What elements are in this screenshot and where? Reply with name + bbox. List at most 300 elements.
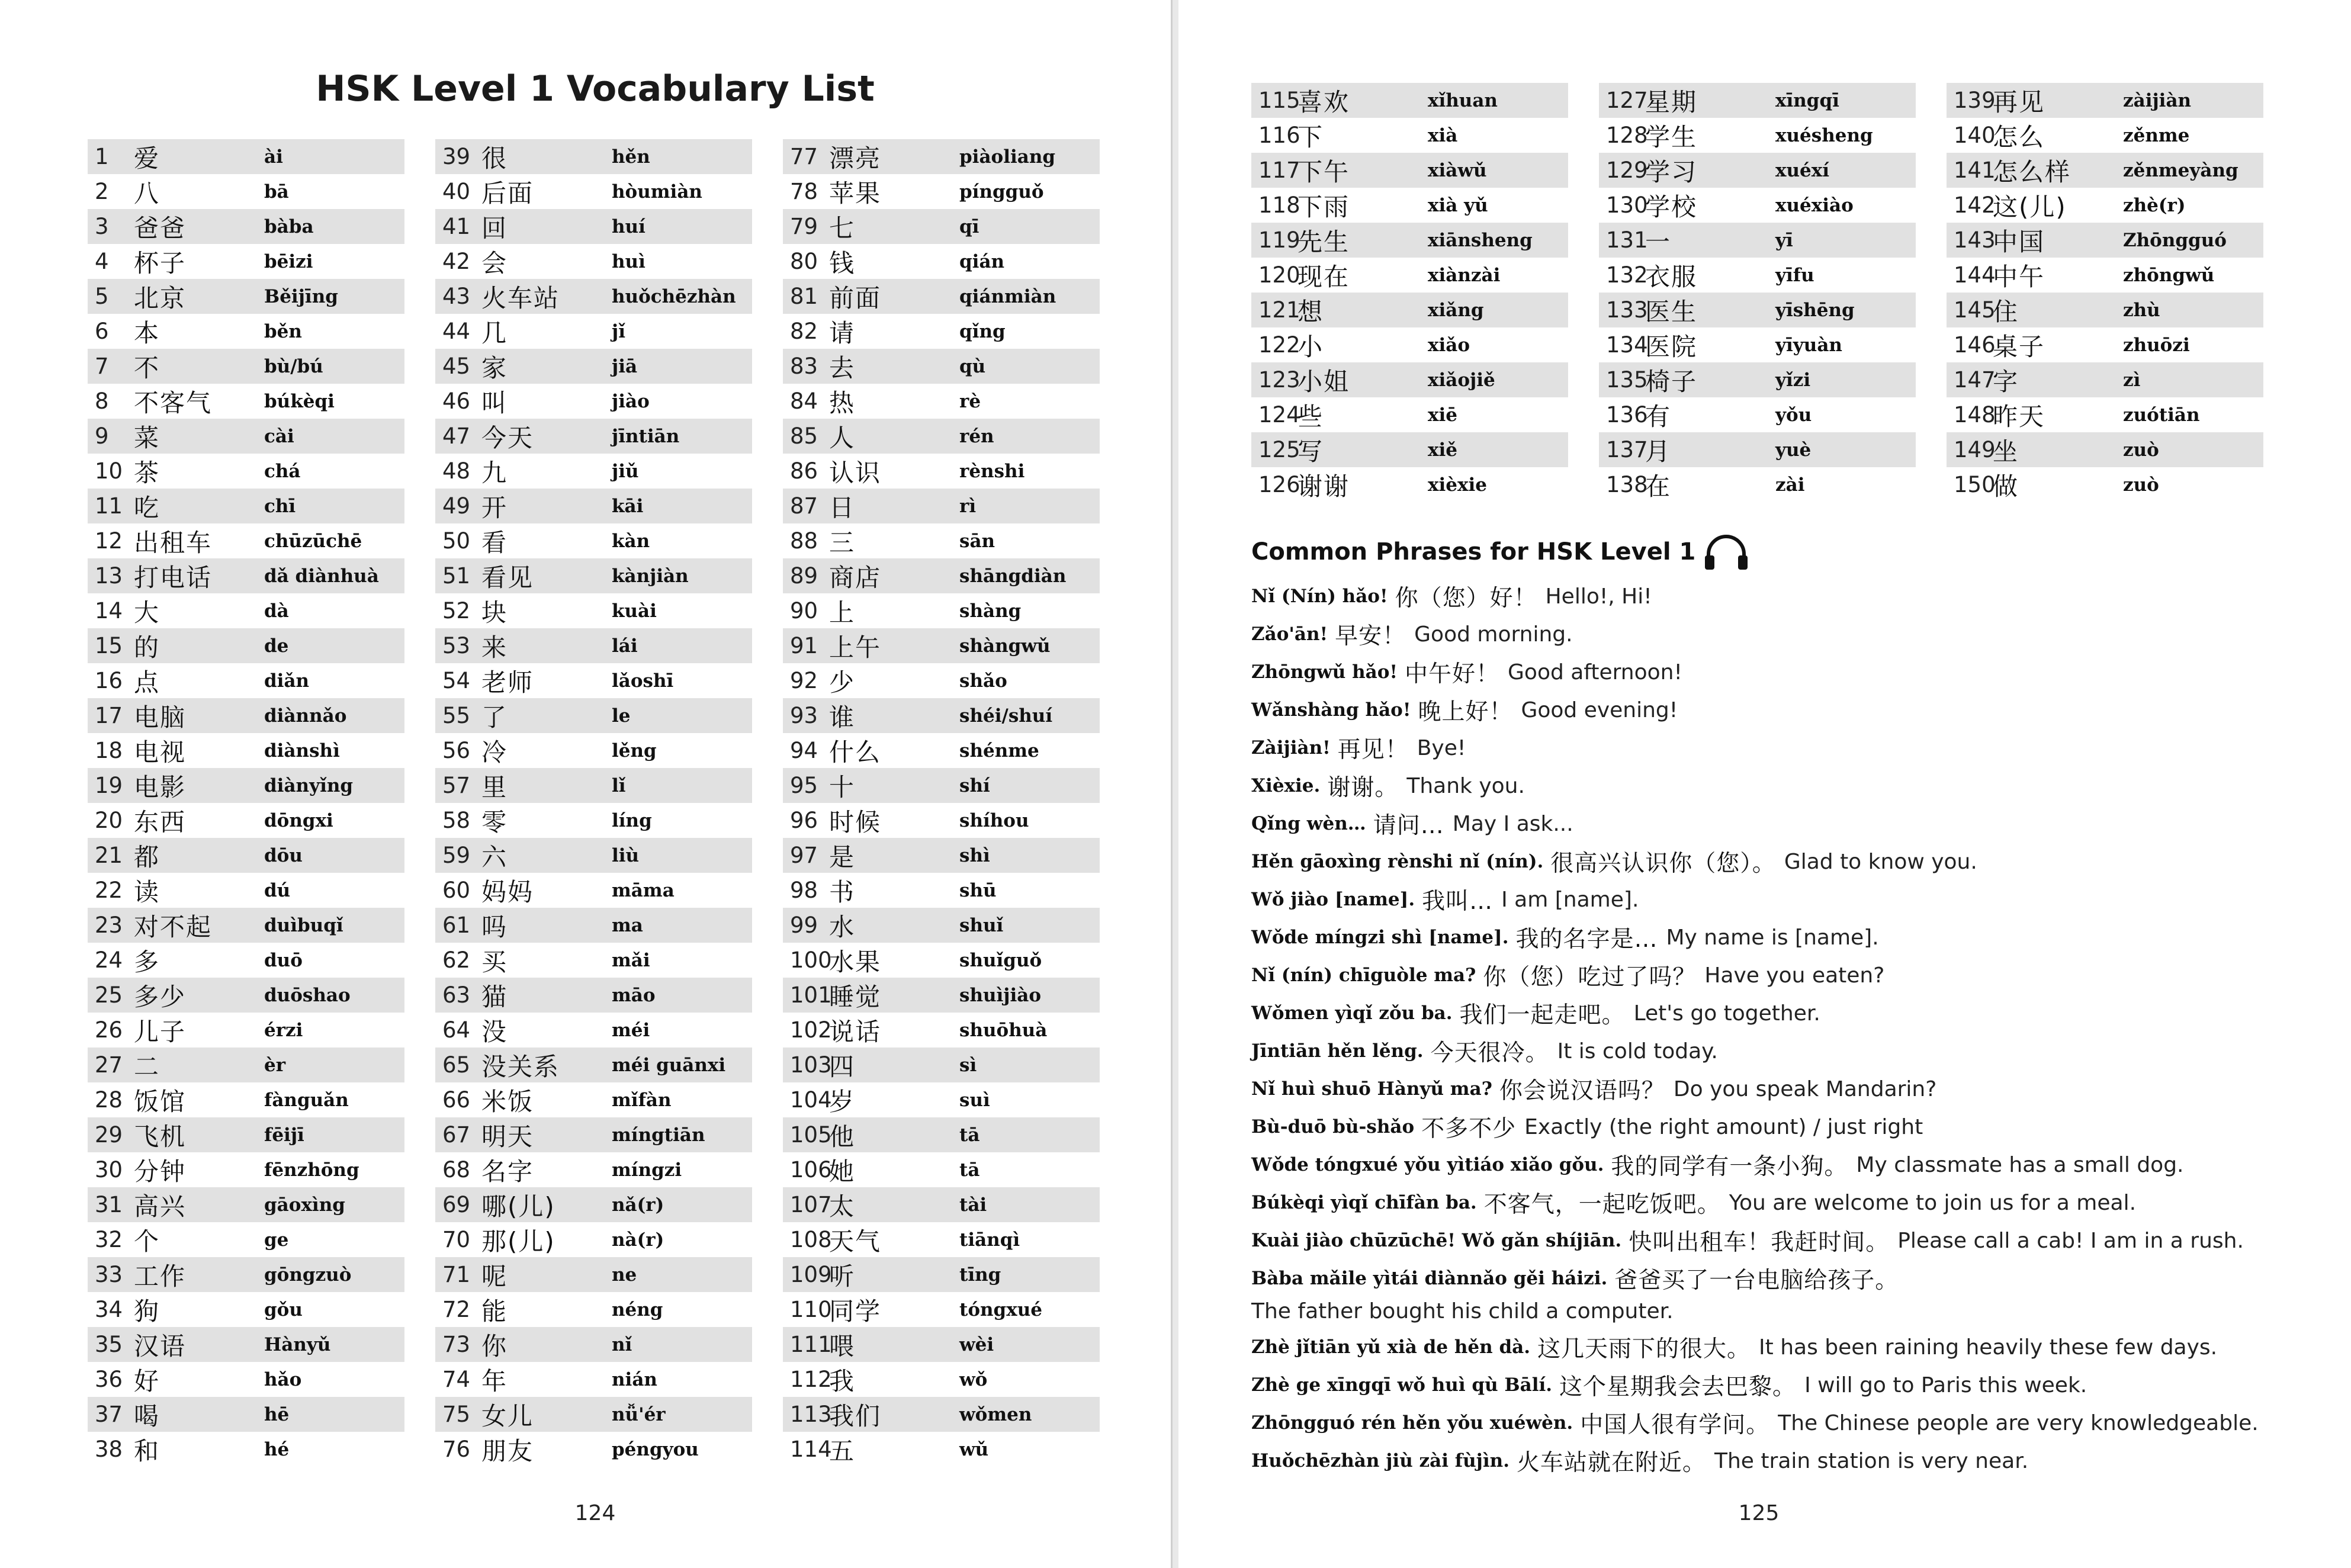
vocab-number: 81 xyxy=(790,284,818,309)
phrase-english: Have you eaten? xyxy=(1704,963,1885,988)
vocab-row xyxy=(88,733,404,768)
vocab-pinyin: tài xyxy=(959,1194,987,1216)
vocab-hanzi: 多 xyxy=(134,947,160,976)
vocab-number: 17 xyxy=(95,703,123,728)
vocab-hanzi: 看见 xyxy=(481,563,534,592)
vocab-number: 6 xyxy=(95,319,109,344)
vocab-row xyxy=(1599,118,1916,153)
vocab-number: 128 xyxy=(1606,123,1648,148)
vocab-hanzi: 睡觉 xyxy=(829,982,882,1011)
vocab-hanzi: 老师 xyxy=(481,667,534,697)
vocab-number: 80 xyxy=(790,249,818,274)
vocab-row xyxy=(1599,362,1916,397)
vocab-hanzi: 下雨 xyxy=(1297,192,1350,221)
vocab-hanzi: 五 xyxy=(829,1436,856,1466)
vocab-pinyin: zuò xyxy=(2123,474,2159,496)
vocab-row xyxy=(88,838,404,873)
phrase-english: My name is [name]. xyxy=(1666,925,1879,950)
vocab-hanzi: 今天 xyxy=(481,423,534,452)
vocab-number: 87 xyxy=(790,493,818,519)
vocab-pinyin: māo xyxy=(612,984,656,1006)
vocab-number: 131 xyxy=(1606,227,1648,253)
vocab-pinyin: jīntiān xyxy=(612,425,680,447)
vocab-number: 95 xyxy=(790,773,818,798)
vocab-row xyxy=(88,943,404,978)
vocab-number: 67 xyxy=(442,1122,471,1148)
vocab-row xyxy=(435,593,752,628)
vocab-number: 61 xyxy=(442,912,471,938)
vocab-hanzi: 学习 xyxy=(1645,157,1698,187)
vocab-row xyxy=(783,978,1100,1013)
vocab-pinyin: yī xyxy=(1775,229,1793,251)
vocab-pinyin: rén xyxy=(959,425,994,447)
vocab-column-5 xyxy=(1599,83,1916,502)
vocab-number: 129 xyxy=(1606,158,1648,183)
vocab-pinyin: jiā xyxy=(612,355,638,377)
vocab-number: 138 xyxy=(1606,472,1648,497)
phrase-english: Please call a cab! I am in a rush. xyxy=(1897,1228,2244,1253)
vocab-pinyin: qiánmiàn xyxy=(959,285,1056,307)
vocab-number: 9 xyxy=(95,423,109,449)
vocab-hanzi: 和 xyxy=(134,1436,160,1466)
vocab-pinyin: rè xyxy=(959,390,981,412)
vocab-number: 18 xyxy=(95,738,123,763)
phrase-pinyin: Wǒmen yìqǐ zǒu ba. xyxy=(1251,1003,1453,1024)
vocab-row xyxy=(783,489,1100,523)
vocab-number: 130 xyxy=(1606,192,1648,218)
vocab-number: 72 xyxy=(442,1297,471,1322)
vocab-hanzi: 是 xyxy=(829,842,856,872)
headphones-icon xyxy=(1703,533,1750,571)
vocab-number: 147 xyxy=(1954,367,1996,393)
vocab-number: 107 xyxy=(790,1192,832,1217)
vocab-pinyin: hěn xyxy=(612,146,650,168)
vocab-number: 37 xyxy=(95,1402,123,1427)
vocab-pinyin: hǎo xyxy=(264,1368,302,1390)
vocab-pinyin: qī xyxy=(959,216,979,237)
vocab-row xyxy=(435,1327,752,1362)
vocab-number: 31 xyxy=(95,1192,123,1217)
vocab-number: 19 xyxy=(95,773,123,798)
vocab-pinyin: shuǐguǒ xyxy=(959,949,1042,971)
vocab-number: 146 xyxy=(1954,332,1996,358)
vocab-number: 21 xyxy=(95,843,123,868)
phrase-chinese: 很高兴认识你（您）。 xyxy=(1550,850,1776,877)
vocab-row xyxy=(1251,258,1568,293)
vocab-hanzi: 八 xyxy=(134,178,160,208)
vocab-hanzi: 谢谢 xyxy=(1297,471,1350,501)
vocab-pinyin: xiànzài xyxy=(1428,264,1501,286)
phrase-english: Good morning. xyxy=(1414,622,1573,647)
vocab-pinyin: xiàwǔ xyxy=(1428,159,1487,181)
vocab-row xyxy=(1251,223,1568,258)
vocab-hanzi: 下午 xyxy=(1297,157,1350,187)
vocab-pinyin: nǎ(r) xyxy=(612,1194,664,1216)
vocab-row xyxy=(783,943,1100,978)
vocab-number: 104 xyxy=(790,1087,832,1113)
vocab-number: 10 xyxy=(95,458,123,484)
vocab-hanzi: 高兴 xyxy=(134,1191,187,1221)
vocab-number: 56 xyxy=(442,738,471,763)
phrase-english: Do you speak Mandarin? xyxy=(1673,1077,1937,1101)
vocab-number: 144 xyxy=(1954,262,1996,288)
vocab-number: 118 xyxy=(1258,192,1300,218)
vocab-hanzi: 时候 xyxy=(829,807,882,837)
vocab-number: 64 xyxy=(442,1017,471,1043)
vocab-number: 94 xyxy=(790,738,818,763)
vocab-hanzi: 没关系 xyxy=(481,1052,560,1081)
vocab-hanzi: 吃 xyxy=(134,493,160,522)
phrase-item xyxy=(1251,615,2276,653)
vocab-pinyin: chūzūchē xyxy=(264,530,362,552)
vocab-row xyxy=(783,384,1100,419)
vocab-row xyxy=(435,1257,752,1292)
vocab-row xyxy=(783,1187,1100,1222)
vocab-hanzi: 能 xyxy=(481,1296,508,1326)
vocab-row xyxy=(1947,327,2263,362)
phrase-chinese: 晚上好！ xyxy=(1418,699,1513,725)
vocab-hanzi: 块 xyxy=(481,597,508,627)
vocab-number: 29 xyxy=(95,1122,123,1148)
vocab-hanzi: 吗 xyxy=(481,912,508,942)
vocab-pinyin: shuǐ xyxy=(959,914,1004,936)
vocab-number: 93 xyxy=(790,703,818,728)
vocab-hanzi: 喂 xyxy=(829,1331,856,1361)
vocab-hanzi: 饭馆 xyxy=(134,1087,187,1116)
vocab-pinyin: diànnǎo xyxy=(264,705,347,727)
vocab-row xyxy=(88,873,404,908)
vocab-pinyin: huí xyxy=(612,216,645,237)
vocab-hanzi: 前面 xyxy=(829,283,882,313)
vocab-row xyxy=(1947,118,2263,153)
vocab-number: 141 xyxy=(1954,158,1996,183)
phrase-english: The father bought his child a computer. xyxy=(1251,1299,1674,1323)
vocab-row xyxy=(88,1222,404,1257)
vocab-row xyxy=(88,209,404,244)
phrase-english: Thank you. xyxy=(1406,773,1525,798)
vocab-pinyin: liù xyxy=(612,844,640,866)
vocab-row xyxy=(435,663,752,698)
vocab-pinyin: ma xyxy=(612,914,643,936)
vocab-pinyin: bēizi xyxy=(264,250,313,272)
vocab-number: 51 xyxy=(442,563,471,589)
vocab-row xyxy=(88,1187,404,1222)
vocab-pinyin: ne xyxy=(612,1264,637,1286)
vocab-row xyxy=(1947,83,2263,118)
vocab-row xyxy=(88,698,404,733)
vocab-number: 30 xyxy=(95,1157,123,1183)
vocab-row xyxy=(435,803,752,838)
vocab-number: 77 xyxy=(790,144,818,169)
vocab-number: 5 xyxy=(95,284,109,309)
vocab-pinyin: jiào xyxy=(612,390,650,412)
vocab-number: 127 xyxy=(1606,88,1648,113)
vocab-row xyxy=(435,1013,752,1048)
vocab-number: 133 xyxy=(1606,297,1648,323)
vocab-row xyxy=(783,873,1100,908)
vocab-number: 76 xyxy=(442,1437,471,1462)
vocab-pinyin: Hànyǔ xyxy=(264,1334,331,1355)
phrase-item xyxy=(1251,1032,2276,1070)
vocab-pinyin: chá xyxy=(264,460,301,482)
vocab-hanzi: 桌子 xyxy=(1993,332,2045,361)
vocab-row xyxy=(783,1048,1100,1082)
vocab-number: 52 xyxy=(442,598,471,624)
phrase-item xyxy=(1251,1404,2276,1442)
phrase-pinyin: Zhè jǐtiān yǔ xià de hěn dà. xyxy=(1251,1336,1531,1358)
vocab-row xyxy=(88,1397,404,1432)
vocab-row xyxy=(783,523,1100,558)
phrase-chinese: 我们一起走吧。 xyxy=(1459,1002,1626,1029)
vocab-row xyxy=(88,558,404,593)
phrase-pinyin: Zhōngwǔ hǎo! xyxy=(1251,661,1398,683)
phrase-item xyxy=(1251,1259,2276,1328)
vocab-hanzi: 女儿 xyxy=(481,1401,534,1431)
vocab-pinyin: wèi xyxy=(959,1334,994,1355)
vocab-hanzi: 米饭 xyxy=(481,1087,534,1116)
phrase-pinyin: Zàijiàn! xyxy=(1251,737,1331,759)
vocab-pinyin: nà(r) xyxy=(612,1229,664,1251)
vocab-row xyxy=(88,1292,404,1327)
vocab-number: 63 xyxy=(442,982,471,1008)
vocab-hanzi: 热 xyxy=(829,388,856,417)
vocab-number: 109 xyxy=(790,1262,832,1287)
vocab-pinyin: zěnme xyxy=(2123,124,2190,146)
phrase-chinese: 今天很冷。 xyxy=(1430,1040,1549,1066)
vocab-row xyxy=(783,1292,1100,1327)
phrase-english: Hello!, Hi! xyxy=(1545,584,1652,609)
vocab-number: 150 xyxy=(1954,472,1996,497)
vocab-pinyin: sì xyxy=(959,1054,977,1076)
vocab-hanzi: 做 xyxy=(1993,471,2019,501)
vocab-number: 54 xyxy=(442,668,471,693)
vocab-row xyxy=(88,1117,404,1152)
vocab-pinyin: dǎ diànhuà xyxy=(264,565,379,587)
vocab-number: 16 xyxy=(95,668,123,693)
vocab-row xyxy=(88,1152,404,1187)
vocab-hanzi: 哪(儿) xyxy=(481,1191,555,1221)
vocab-row xyxy=(435,768,752,803)
vocab-hanzi: 太 xyxy=(829,1191,856,1221)
vocab-pinyin: Zhōngguó xyxy=(2123,229,2227,251)
vocab-pinyin: míngzi xyxy=(612,1159,682,1181)
vocab-number: 124 xyxy=(1258,402,1300,428)
vocab-number: 101 xyxy=(790,982,832,1008)
vocab-number: 71 xyxy=(442,1262,471,1287)
phrase-chinese: 火车站就在附近。 xyxy=(1516,1450,1706,1476)
vocab-hanzi: 我们 xyxy=(829,1401,882,1431)
vocab-pinyin: tīng xyxy=(959,1264,1001,1286)
vocab-hanzi: 好 xyxy=(134,1366,160,1396)
vocab-hanzi: 年 xyxy=(481,1366,508,1396)
vocab-pinyin: dōu xyxy=(264,844,303,866)
vocab-pinyin: méi guānxi xyxy=(612,1054,726,1076)
vocab-row xyxy=(88,593,404,628)
vocab-number: 11 xyxy=(95,493,123,519)
vocab-row xyxy=(88,663,404,698)
phrase-chinese: 谢谢。 xyxy=(1327,775,1399,801)
vocab-hanzi: 本 xyxy=(134,318,160,348)
vocab-pinyin: xuéxí xyxy=(1775,159,1830,181)
vocab-hanzi: 喜欢 xyxy=(1297,87,1350,117)
vocab-row xyxy=(783,733,1100,768)
phrase-pinyin: Zǎo'ān! xyxy=(1251,624,1328,645)
vocab-row xyxy=(783,209,1100,244)
phrase-pinyin: Qǐng wèn… xyxy=(1251,813,1366,834)
vocab-hanzi: 买 xyxy=(481,947,508,976)
vocab-hanzi: 了 xyxy=(481,702,508,732)
vocab-row xyxy=(435,419,752,454)
phrase-chinese: 我叫… xyxy=(1422,888,1494,915)
vocab-row xyxy=(435,1117,752,1152)
vocab-hanzi: 火车站 xyxy=(481,283,560,313)
vocab-row xyxy=(1599,153,1916,188)
vocab-hanzi: 冷 xyxy=(481,737,508,767)
vocab-hanzi: 爱 xyxy=(134,143,160,173)
vocab-number: 84 xyxy=(790,388,818,414)
vocab-row xyxy=(783,663,1100,698)
vocab-row xyxy=(1599,397,1916,432)
vocab-pinyin: lái xyxy=(612,635,638,657)
vocab-hanzi: 杯子 xyxy=(134,248,187,278)
vocab-row xyxy=(783,908,1100,943)
vocab-number: 79 xyxy=(790,214,818,239)
vocab-number: 40 xyxy=(442,179,471,204)
vocab-hanzi: 听 xyxy=(829,1261,856,1291)
vocab-row xyxy=(1251,118,1568,153)
vocab-hanzi: 儿子 xyxy=(134,1017,187,1046)
vocab-number: 47 xyxy=(442,423,471,449)
vocab-pinyin: zì xyxy=(2123,369,2141,391)
vocab-row xyxy=(783,314,1100,349)
vocab-number: 48 xyxy=(442,458,471,484)
vocab-pinyin: piàoliang xyxy=(959,146,1056,168)
phrase-item xyxy=(1251,1108,2276,1146)
vocab-pinyin: méi xyxy=(612,1019,650,1041)
left-page xyxy=(0,0,1173,1568)
phrase-chinese: 再见！ xyxy=(1337,737,1409,763)
phrase-pinyin: Bàba mǎile yìtái diànnǎo gěi háizi. xyxy=(1251,1268,1608,1289)
vocab-pinyin: bù/bú xyxy=(264,355,323,377)
vocab-hanzi: 椅子 xyxy=(1645,367,1698,396)
vocab-number: 15 xyxy=(95,633,123,658)
vocab-pinyin: ài xyxy=(264,146,283,168)
vocab-number: 139 xyxy=(1954,88,1996,113)
vocab-pinyin: běn xyxy=(264,320,302,342)
vocab-pinyin: zhōngwǔ xyxy=(2123,264,2215,286)
vocab-row xyxy=(435,1222,752,1257)
phrase-english: I will go to Paris this week. xyxy=(1804,1373,2087,1397)
vocab-row xyxy=(783,419,1100,454)
vocab-number: 69 xyxy=(442,1192,471,1217)
phrase-item xyxy=(1251,1366,2276,1404)
vocab-number: 112 xyxy=(790,1367,832,1392)
vocab-row xyxy=(1251,397,1568,432)
vocab-number: 105 xyxy=(790,1122,832,1148)
vocab-hanzi: 二 xyxy=(134,1052,160,1081)
vocab-row xyxy=(783,1257,1100,1292)
vocab-number: 28 xyxy=(95,1087,123,1113)
vocab-pinyin: tā xyxy=(959,1159,980,1181)
vocab-row xyxy=(435,454,752,489)
vocab-number: 83 xyxy=(790,354,818,379)
vocab-row xyxy=(88,1432,404,1467)
vocab-hanzi: 看 xyxy=(481,528,508,557)
vocab-number: 114 xyxy=(790,1437,832,1462)
vocab-row xyxy=(1947,153,2263,188)
vocab-pinyin: lǐ xyxy=(612,775,626,796)
vocab-pinyin: zěnmeyàng xyxy=(2123,159,2238,181)
phrase-pinyin: Nǐ huì shuō Hànyǔ ma? xyxy=(1251,1078,1492,1100)
vocab-hanzi: 都 xyxy=(134,842,160,872)
vocab-row xyxy=(435,838,752,873)
vocab-hanzi: 明天 xyxy=(481,1122,534,1151)
vocab-number: 39 xyxy=(442,144,471,169)
vocab-hanzi: 里 xyxy=(481,772,508,802)
vocab-number: 12 xyxy=(95,528,123,554)
phrase-english: Bye! xyxy=(1417,735,1466,760)
page-number: 125 xyxy=(1738,1501,1780,1525)
vocab-hanzi: 东西 xyxy=(134,807,187,837)
vocab-row xyxy=(88,174,404,209)
vocab-row xyxy=(435,1082,752,1117)
vocabulary-title: HSK Level 1 Vocabulary List xyxy=(316,68,875,110)
vocab-row xyxy=(783,838,1100,873)
vocab-number: 59 xyxy=(442,843,471,868)
vocab-pinyin: fànguǎn xyxy=(264,1089,349,1111)
vocab-pinyin: rì xyxy=(959,495,977,517)
vocab-number: 91 xyxy=(790,633,818,658)
vocab-pinyin: māma xyxy=(612,879,675,901)
vocab-row xyxy=(435,1432,752,1467)
phrase-item xyxy=(1251,1146,2276,1184)
vocab-number: 57 xyxy=(442,773,471,798)
vocab-pinyin: shénme xyxy=(959,740,1039,761)
phrase-pinyin: Wǒ jiào [name]. xyxy=(1251,889,1415,910)
vocab-row xyxy=(435,1187,752,1222)
vocab-hanzi: 很 xyxy=(481,143,508,173)
vocab-pinyin: jǐ xyxy=(612,320,625,342)
vocab-hanzi: 七 xyxy=(829,213,856,243)
vocab-row xyxy=(783,628,1100,663)
vocab-number: 132 xyxy=(1606,262,1648,288)
vocab-row xyxy=(435,1048,752,1082)
vocab-pinyin: lǎoshī xyxy=(612,670,674,692)
vocab-row xyxy=(1599,188,1916,223)
vocab-pinyin: gǒu xyxy=(264,1299,303,1320)
vocab-number: 115 xyxy=(1258,88,1300,113)
phrase-english: You are welcome to join us for a meal. xyxy=(1729,1190,2137,1215)
vocab-pinyin: zhù xyxy=(2123,299,2160,321)
vocab-row xyxy=(435,349,752,384)
vocab-number: 43 xyxy=(442,284,471,309)
phrases-heading-text: Common Phrases for HSK Level 1 xyxy=(1251,538,1696,565)
phrase-chinese: 这个星期我会去巴黎。 xyxy=(1559,1374,1797,1400)
vocab-hanzi: 读 xyxy=(134,877,160,907)
vocab-pinyin: shuìjiào xyxy=(959,984,1042,1006)
vocab-pinyin: Běijīng xyxy=(264,285,338,307)
vocab-pinyin: xiǎo xyxy=(1428,334,1470,356)
vocab-row xyxy=(88,139,404,174)
vocab-hanzi: 衣服 xyxy=(1645,262,1698,291)
vocab-hanzi: 爸爸 xyxy=(134,213,187,243)
vocab-hanzi: 去 xyxy=(829,353,856,383)
vocab-pinyin: fēijī xyxy=(264,1124,304,1146)
vocab-hanzi: 几 xyxy=(481,318,508,348)
vocab-pinyin: dà xyxy=(264,600,289,622)
vocab-pinyin: qù xyxy=(959,355,986,377)
vocab-number: 142 xyxy=(1954,192,1996,218)
